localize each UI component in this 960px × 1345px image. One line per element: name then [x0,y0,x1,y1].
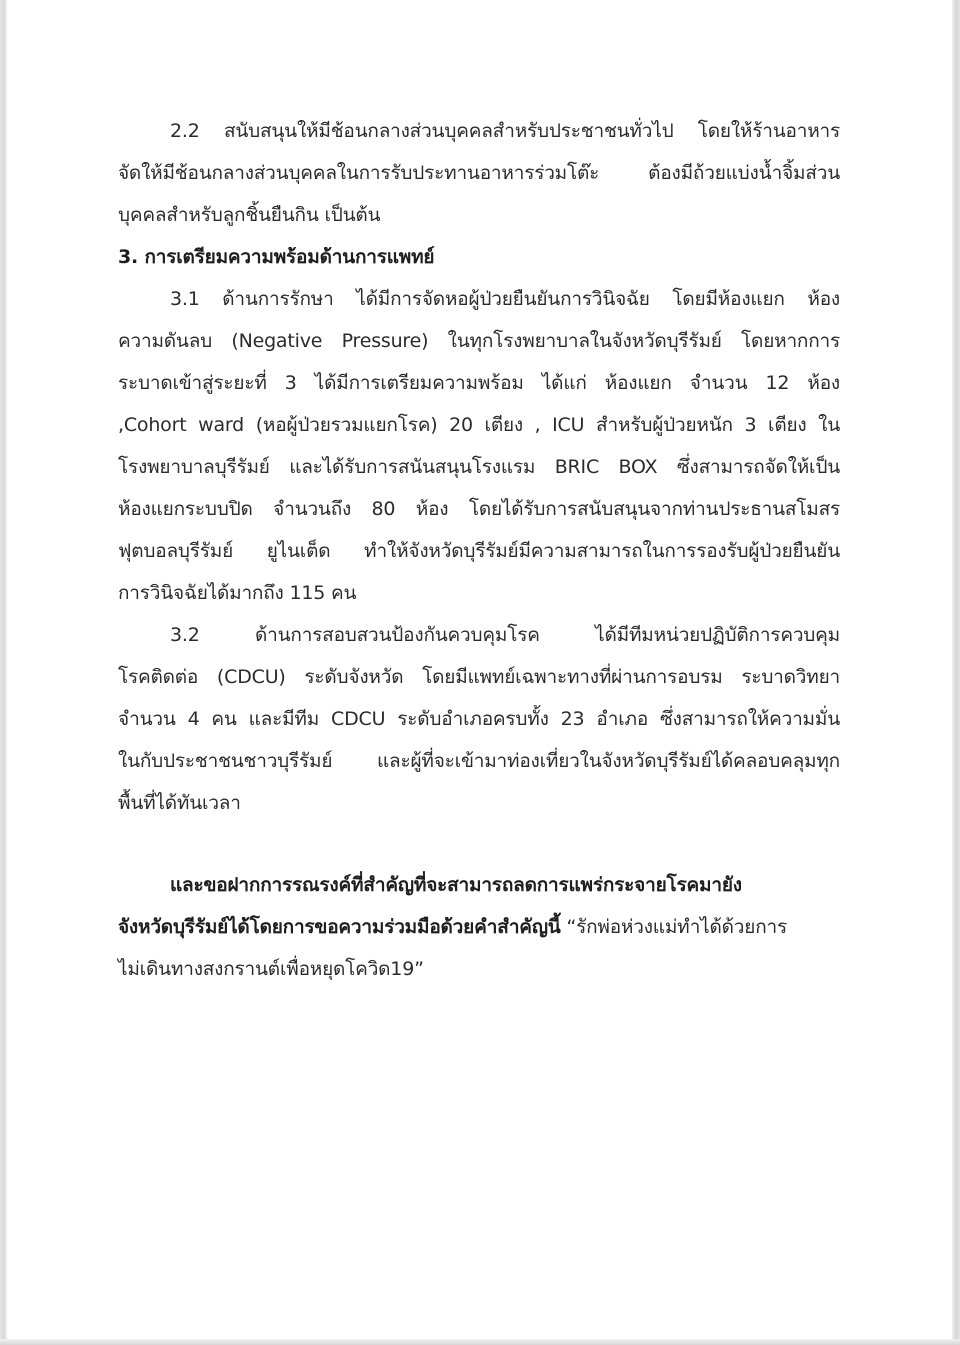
campaign-slogan-start: “รักพ่อห่วงแม่ทำได้ด้วยการ [560,916,787,938]
paragraph-3-1-line-8: การวินิจฉัยได้มากถึง 115 คน [118,582,357,604]
paragraph-3-1-line-7: ฟุตบอลบุรีรัมย์ ยูไนเต็ด ทำให้จังหวัดบุรีรัมย์มีความสามารถในการรองรับผู้ป่วยยืนยัน [118,540,840,562]
page-edge-right [952,0,960,1345]
paragraph-3-1-line-2: ความดันลบ (Negative Pressure) ในทุกโรงพยาบาลในจังหวัดบุรีรัมย์ โดยหากการ [118,330,840,352]
campaign-slogan-end: ไม่เดินทางสงกรานต์เพื่อหยุดโควิด19” [118,958,424,980]
paragraph-3-1-line-4: ,Cohort ward (หอผู้ป่วยรวมแยกโรค) 20 เตียง , ICU สำหรับผู้ป่วยหนัก 3 เตียง ใน [118,414,840,436]
paragraph-3-2-line-2: โรคติดต่อ (CDCU) ระดับจังหวัด โดยมีแพทย์เฉพาะทางที่ผ่านการอบรม ระบาดวิทยา [118,666,840,688]
paragraph-3-2-line-1: 3.2 ด้านการสอบสวนป้องกันควบคุมโรค ได้มีทีมหน่วยปฏิบัติการควบคุม [170,624,840,646]
campaign-line-1: และขอฝากการรณรงค์ที่สำคัญที่จะสามารถลดการแพร่กระจายโรคมายัง [170,874,742,896]
paragraph-3-1-line-1: 3.1 ด้านการรักษา ได้มีการจัดหอผู้ป่วยยืนยันการวินิจฉัย โดยมีห้องแยก ห้อง [170,288,840,310]
paragraph-2-2-line-1: 2.2 สนับสนุนให้มีช้อนกลางส่วนบุคคลสำหรับประชาชนทั่วไป โดยให้ร้านอาหาร [170,120,840,142]
paragraph-3-2-line-3: จำนวน 4 คน และมีทีม CDCU ระดับอำเภอครบทั้ง 23 อำเภอ ซึ่งสามารถให้ความมั่น [118,708,840,730]
campaign-line-2 [118,912,840,942]
paragraph-3-2-line-4: ในกับประชาชนชาวบุรีรัมย์ และผู้ที่จะเข้ามาท่องเที่ยวในจังหวัดบุรีรัมย์ได้คลอบคลุมทุก [118,750,840,772]
paragraph-2-2-line-3: บุคคลสำหรับลูกชิ้นยืนกิน เป็นต้น [118,204,381,226]
page-edge-left [0,0,7,1345]
paragraph-3-1-line-5: โรงพยาบาลบุรีรัมย์ และได้รับการสนันสนุนโรงแรม BRIC BOX ซึ่งสามารถจัดให้เป็น [118,456,840,478]
paragraph-3-1-line-3: ระบาดเข้าสู่ระยะที่ 3 ได้มีการเตรียมความพร้อม ได้แก่ ห้องแยก จำนวน 12 ห้อง [118,372,840,394]
campaign-line-2-bold: จังหวัดบุรีรัมย์ได้โดยการขอความร่วมมือด้วยคำสำคัญนี้ [118,916,561,938]
section-3-heading: 3. การเตรียมความพร้อมด้านการแพทย์ [118,246,435,268]
paragraph-2-2-line-2: จัดให้มีช้อนกลางส่วนบุคคลในการรับประทานอาหารร่วมโต๊ะ ต้องมีถ้วยแบ่งน้ำจิ้มส่วน [118,162,840,184]
paragraph-3-1-line-6: ห้องแยกระบบปิด จำนวนถึง 80 ห้อง โดยได้รับการสนับสนุนจากท่านประธานสโมสร [118,498,840,520]
paragraph-3-2-line-5: พื้นที่ได้ทันเวลา [118,792,241,814]
page-edge-bottom [0,1339,960,1345]
